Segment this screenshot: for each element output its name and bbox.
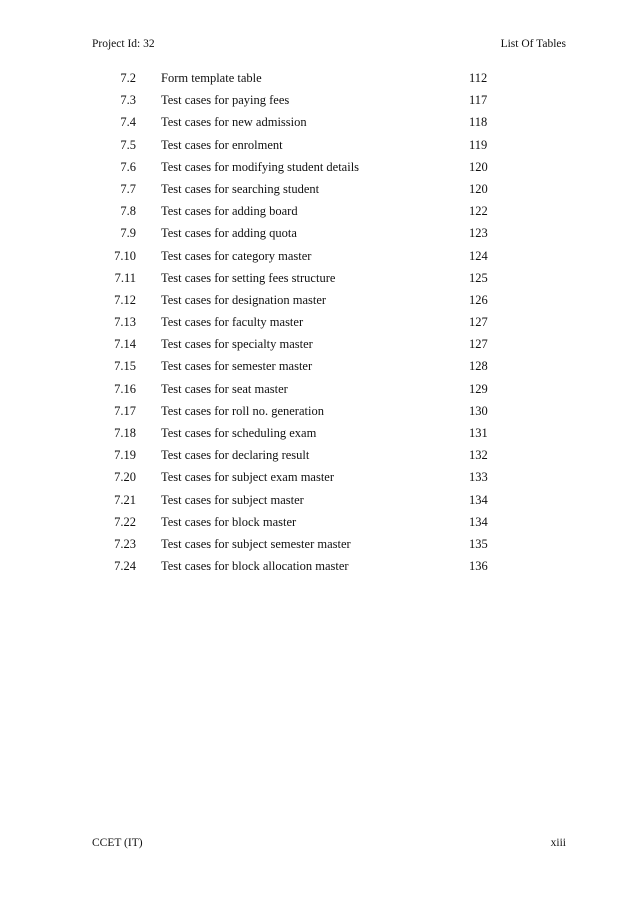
table-title: Test cases for block master <box>161 514 297 529</box>
table-title: Test cases for designation master <box>161 292 327 307</box>
table-row <box>92 157 512 179</box>
table-title: Test cases for adding quota <box>161 226 297 241</box>
table-page-number: 134 <box>469 514 488 529</box>
table-row <box>92 512 512 534</box>
table-row <box>92 312 512 334</box>
table-page-number: 127 <box>469 337 488 352</box>
page-footer <box>92 837 566 853</box>
table-number: 7.15 <box>114 359 136 374</box>
table-title: Test cases for specialty master <box>161 337 313 352</box>
table-number: 7.24 <box>114 559 136 574</box>
table-page-number: 133 <box>469 470 488 485</box>
table-number: 7.13 <box>114 315 136 330</box>
table-row <box>92 68 512 90</box>
table-number: 7.3 <box>120 93 136 108</box>
table-number: 7.20 <box>114 470 136 485</box>
table-row <box>92 534 512 556</box>
table-title: Test cases for subject exam master <box>161 470 335 485</box>
table-title: Test cases for roll no. generation <box>161 403 324 418</box>
table-title: Form template table <box>161 71 262 85</box>
table-page-number: 129 <box>469 381 488 396</box>
table-page-number: 118 <box>469 115 488 130</box>
table-number: 7.10 <box>114 248 136 263</box>
table-number: 7.18 <box>114 426 136 440</box>
table-number: 7.12 <box>114 292 136 307</box>
project-id: Project Id: 32 <box>92 38 155 50</box>
table-row <box>92 90 512 112</box>
table-page-number: 134 <box>469 492 488 507</box>
table-row <box>92 445 512 467</box>
table-row <box>92 401 512 423</box>
table-page-number: 112 <box>469 71 488 85</box>
section-title: List Of Tables <box>500 38 566 50</box>
list-of-tables <box>92 68 512 578</box>
table-page-number: 120 <box>469 181 488 196</box>
table-number: 7.21 <box>114 492 136 507</box>
table-title: Test cases for block allocation master <box>161 559 349 574</box>
table-title: Test cases for modifying student details <box>161 159 360 174</box>
table-page-number: 120 <box>469 159 488 174</box>
table-number: 7.7 <box>120 181 136 196</box>
table-number: 7.11 <box>114 270 136 285</box>
table-page-number: 119 <box>469 137 488 152</box>
table-row <box>92 268 512 290</box>
table-number: 7.16 <box>114 381 136 396</box>
table-title: Test cases for seat master <box>161 381 288 396</box>
table-page-number: 135 <box>469 536 488 551</box>
table-title: Test cases for scheduling exam <box>161 426 317 440</box>
table-number: 7.23 <box>114 536 136 551</box>
table-page-number: 125 <box>469 270 488 285</box>
page-number: xiii <box>550 837 566 849</box>
table-row <box>92 179 512 201</box>
table-row <box>92 467 512 489</box>
table-title: Test cases for new admission <box>161 115 307 130</box>
table-row <box>92 112 512 134</box>
table-number: 7.14 <box>114 337 136 352</box>
table-number: 7.22 <box>114 514 136 529</box>
table-number: 7.17 <box>114 403 136 418</box>
table-row <box>92 135 512 157</box>
table-row <box>92 334 512 356</box>
table-page-number: 127 <box>469 315 488 330</box>
table-title: Test cases for subject semester master <box>161 536 351 551</box>
table-number: 7.2 <box>120 71 136 85</box>
page-header <box>92 38 566 54</box>
table-page-number: 131 <box>469 426 488 440</box>
table-number: 7.4 <box>120 115 136 130</box>
table-row <box>92 356 512 378</box>
table-row <box>92 379 512 401</box>
table-number: 7.5 <box>120 137 136 152</box>
table-page-number: 117 <box>469 93 488 108</box>
table-number: 7.9 <box>120 226 136 241</box>
table-number: 7.8 <box>120 204 136 219</box>
table-row <box>92 290 512 312</box>
table-page-number: 128 <box>469 359 488 374</box>
table-title: Test cases for semester master <box>161 359 313 374</box>
table-row <box>92 490 512 512</box>
table-number: 7.6 <box>120 159 136 174</box>
table-page-number: 132 <box>469 448 488 463</box>
table-row <box>92 423 512 445</box>
table-title: Test cases for declaring result <box>161 448 310 463</box>
table-page-number: 126 <box>469 292 488 307</box>
institution-label: CCET (IT) <box>92 837 143 849</box>
table-title: Test cases for searching student <box>161 181 320 196</box>
table-page-number: 130 <box>469 403 488 418</box>
table-page-number: 136 <box>469 559 488 574</box>
table-title: Test cases for enrolment <box>161 137 283 152</box>
table-title: Test cases for adding board <box>161 204 298 219</box>
table-row <box>92 246 512 268</box>
table-title: Test cases for faculty master <box>161 315 304 330</box>
table-row <box>92 223 512 245</box>
table-page-number: 124 <box>469 248 488 263</box>
table-page-number: 123 <box>469 226 488 241</box>
table-title: Test cases for category master <box>161 248 312 263</box>
table-page-number: 122 <box>469 204 488 219</box>
table-title: Test cases for setting fees structure <box>161 270 336 285</box>
table-title: Test cases for paying fees <box>161 93 290 108</box>
table-number: 7.19 <box>114 448 136 463</box>
table-row <box>92 201 512 223</box>
table-title: Test cases for subject master <box>161 492 304 507</box>
table-row <box>92 556 512 578</box>
